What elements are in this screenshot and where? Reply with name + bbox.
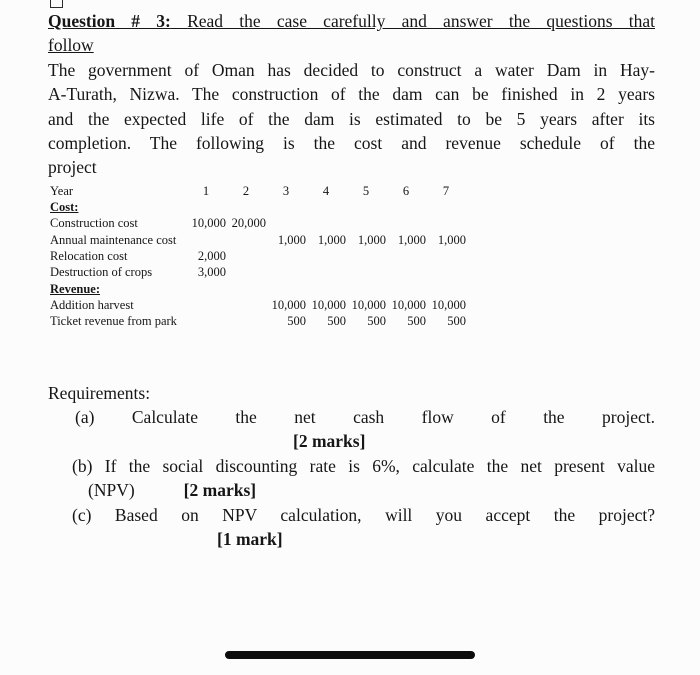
value-cell: 1,000 [397,232,426,247]
value-cell: 1,000 [357,232,386,247]
year-label: Year [50,183,74,198]
value-cell [386,264,426,280]
value-cell: 10,000 [271,297,306,312]
revenue-section-row [50,281,655,297]
npv-label: (NPV) [88,480,135,501]
row-label: Ticket revenue from park [50,314,177,329]
question-title-line2: follow [48,35,94,56]
row-label: Construction cost [50,216,138,231]
year-cell: 7 [442,183,450,198]
value-cell: 20,000 [231,216,266,231]
value-cell: 10,000 [351,297,386,312]
value-cell [226,264,266,280]
question-title-rest: Read the case carefully and answer the questions that [187,11,655,31]
value-cell [226,313,266,329]
value-cell [266,248,306,264]
value-cell: 500 [287,314,306,329]
requirement-b: (b) If the social discounting rate is 6%, calculate the net present value [72,455,655,476]
value-cell [186,232,226,248]
requirement-a-marks-line [48,429,655,453]
requirements-section [48,381,655,552]
value-cell [226,297,266,313]
schedule-table [50,183,655,330]
value-cell [226,248,266,264]
question-title-line1 [48,9,655,33]
value-cell: 10,000 [391,297,426,312]
requirement-c: (c) Based on NPV calculation, will you accept the project? [72,504,655,525]
value-cell [186,313,226,329]
value-cell [346,248,386,264]
cost-section-row [50,199,655,215]
value-cell: 500 [447,314,466,329]
value-cell [186,297,226,313]
table-row [50,232,655,248]
value-cell [426,215,466,231]
table-row [50,215,655,231]
marks-badge-c: [1 mark] [217,528,283,549]
table-row [50,297,655,313]
requirements-heading: Requirements: [48,382,151,403]
paragraph-line: A-Turath, Nizwa. The construction of the dam can be finished in 2 years [48,84,655,105]
requirement-b-continuation [48,478,655,502]
value-cell: 1,000 [437,232,466,247]
home-indicator-bar[interactable] [225,651,475,659]
value-cell [346,215,386,231]
marks-badge-b: [2 marks] [183,480,257,501]
row-label: Destruction of crops [50,265,153,280]
question-title-bold: Question # 3: [48,11,171,31]
table-row [50,313,655,329]
row-label: Addition harvest [50,297,134,312]
table-row [50,264,655,280]
value-cell: 3,000 [197,265,226,280]
value-cell [346,264,386,280]
value-cell: 2,000 [197,249,226,264]
paragraph-line: and the expected life of the dam is estimated to be 5 years after its [48,108,655,129]
year-cell: 2 [242,183,250,198]
paragraph-line: project [48,157,97,178]
year-cell: 4 [322,183,330,198]
year-cell: 6 [402,183,410,198]
value-cell: 1,000 [277,232,306,247]
value-cell [426,248,466,264]
value-cell: 500 [367,314,386,329]
value-cell [306,215,346,231]
missing-glyph-icon [50,0,63,8]
value-cell: 1,000 [317,232,346,247]
value-cell [306,264,346,280]
value-cell [426,264,466,280]
year-cell: 5 [362,183,370,198]
paragraph-line: The government of Oman has decided to construct a water Dam in Hay- [48,59,655,80]
requirement-c-marks-line [48,527,655,551]
value-cell [386,248,426,264]
row-label: Annual maintenance cost [50,232,177,247]
paragraph-line: completion. The following is the cost and revenue schedule of the [48,133,655,154]
case-paragraph [48,58,655,180]
value-cell [266,215,306,231]
row-label: Relocation cost [50,249,128,264]
revenue-section-header: Revenue: [50,281,100,296]
value-cell: 10,000 [311,297,346,312]
value-cell: 10,000 [191,216,226,231]
year-cell: 3 [282,183,290,198]
value-cell: 500 [407,314,426,329]
value-cell: 500 [327,314,346,329]
table-row [50,248,655,264]
year-header-row [50,183,655,199]
value-cell [386,215,426,231]
document-content [48,9,655,551]
requirement-a: (a) Calculate the net cash flow of the project. [75,406,655,427]
cost-section-header: Cost: [50,200,79,215]
year-cell: 1 [202,183,210,198]
value-cell [306,248,346,264]
value-cell: 10,000 [431,297,466,312]
value-cell [266,264,306,280]
marks-badge-a: [2 marks] [293,431,366,452]
value-cell [226,232,266,248]
